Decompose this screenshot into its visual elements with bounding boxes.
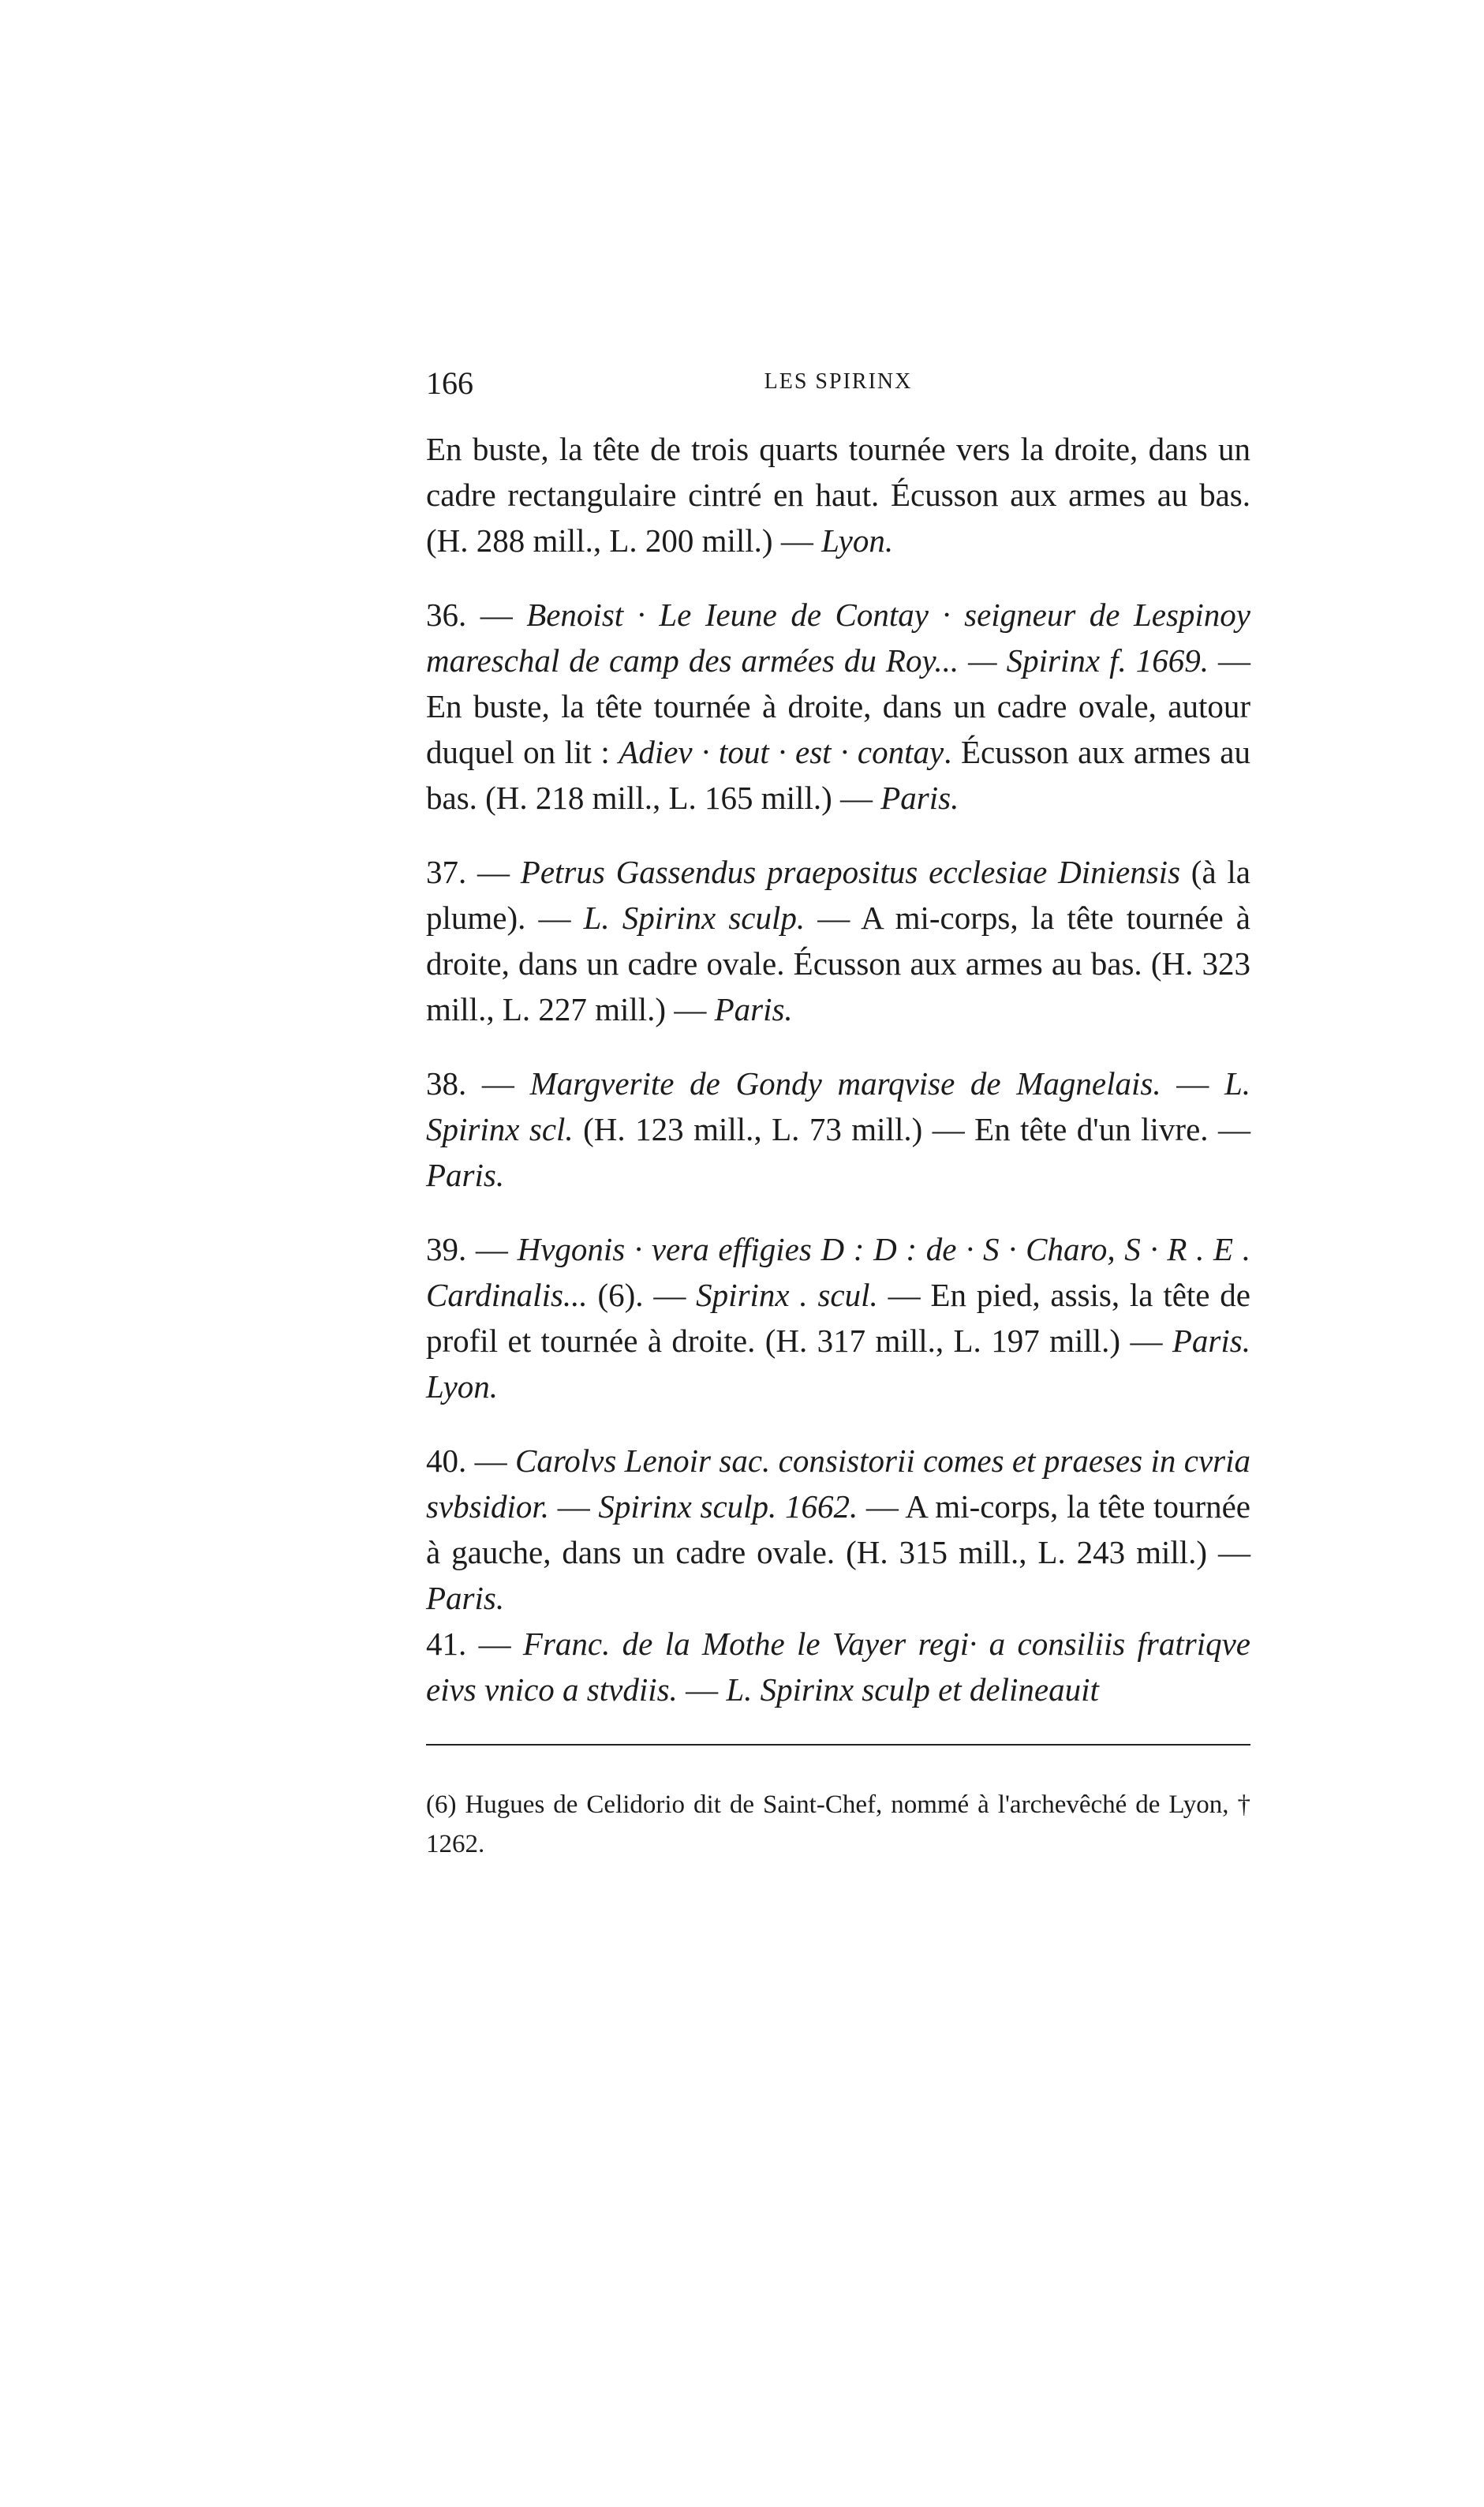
entry-text: — — [1161, 1065, 1224, 1102]
entry-title: Benoist · Le Ieune de Contay · seigneur de Lespinoy mareschal de camp des armées du Roy... — Spirinx f. 1669. — [426, 597, 1250, 679]
entry-text: (H. 123 mill., L. 73 mill.) — En tête d'un livre. — — [573, 1111, 1250, 1147]
entry-36 — [426, 592, 1250, 821]
entry-location: Paris. Lyon. — [426, 1323, 1250, 1405]
entry-location: Lyon. — [821, 522, 894, 559]
entry-text: — En pied, assis, la tête de profil et tournée à droite. (H. 317 mill., L. 197 mill.) — — [426, 1277, 1251, 1359]
entry-location: Paris. — [714, 991, 793, 1027]
entry-text: En buste, la tête de trois quarts tournée vers la droite, dans un cadre rectangulaire cintré en haut. Écusson aux armes au bas. (H. 288 mill., L. 200 mill.) — — [426, 431, 1250, 559]
entry-40 — [426, 1438, 1250, 1621]
catalogue-text — [426, 426, 1250, 1712]
entry-number: 41. — — [426, 1626, 523, 1662]
entry-location: Paris. — [880, 780, 959, 816]
entry-legend: Adiev · tout · est · contay — [619, 734, 944, 770]
page-header — [426, 365, 1250, 412]
entry-continuation — [426, 426, 1250, 563]
entry-text: — — [677, 1671, 727, 1708]
entry-signature: L. Spirinx sculp et delineauit — [726, 1671, 1099, 1708]
entry-title: Franc. de la Mothe le Vayer regi· a consiliis fratriqve eivs vnico a stvdiis. — [426, 1626, 1250, 1708]
footnote-divider — [426, 1744, 1250, 1746]
page-number: 166 — [426, 365, 473, 401]
entry-41 — [426, 1621, 1250, 1712]
footnote-reference: (6). — [587, 1277, 644, 1313]
entry-signature: Spirinx sculp. 1662. — [598, 1488, 858, 1525]
entry-number: 37. — — [426, 854, 521, 890]
entry-38 — [426, 1061, 1250, 1198]
entry-39 — [426, 1226, 1250, 1409]
entry-text: (à la plume). — — [426, 854, 1250, 936]
entry-title: Hvgonis · vera effigies D : D : de · S · Charo, S · R . E . Cardinalis... — [426, 1231, 1251, 1313]
entry-title: Margverite de Gondy marqvise de Magnelais. — [529, 1065, 1161, 1102]
entry-text: — A mi-corps, la tête tournée à gauche, dans un cadre ovale. (H. 315 mill., L. 243 mill.) — — [426, 1488, 1250, 1570]
entry-text: — — [549, 1488, 599, 1525]
entry-location: Paris. — [426, 1580, 505, 1616]
entry-signature: L. Spirinx sculp. — [583, 900, 806, 936]
entry-title: Carolvs Lenoir sac. consistorii comes et praeses in cvria svbsidior. — [426, 1442, 1250, 1525]
entry-number: 38. — — [426, 1065, 530, 1102]
entry-number: 39. — — [426, 1231, 518, 1267]
entry-number: 40. — — [426, 1442, 515, 1479]
entry-location: Paris. — [426, 1157, 505, 1193]
entry-37 — [426, 849, 1250, 1032]
running-title: LES SPIRINX — [764, 369, 913, 394]
footnote-text: (6) Hugues de Celidorio dit de Saint-Chef, nommé à l'archevêché de Lyon, † 1262. — [426, 1790, 1250, 1858]
entry-number: 36. — — [426, 597, 527, 633]
entry-text: — A mi-corps, la tête tournée à droite, dans un cadre ovale. Écusson aux armes au bas. (H. 323 mill., L. 227 mill.) — — [426, 900, 1250, 1027]
entry-title: Petrus Gassendus praepositus ecclesiae Diniensis — [520, 854, 1181, 890]
entry-signature: L. Spirinx scl. — [426, 1065, 1251, 1147]
entry-text: — En buste, la tête tournée à droite, dans un cadre ovale, autour duquel on lit : — [426, 642, 1250, 770]
entry-text: . Écusson aux armes au bas. (H. 218 mill., L. 165 mill.) — — [426, 734, 1250, 816]
footnote — [426, 1785, 1250, 1864]
entry-text: — — [643, 1277, 697, 1313]
entry-signature: Spirinx . scul. — [696, 1277, 878, 1313]
